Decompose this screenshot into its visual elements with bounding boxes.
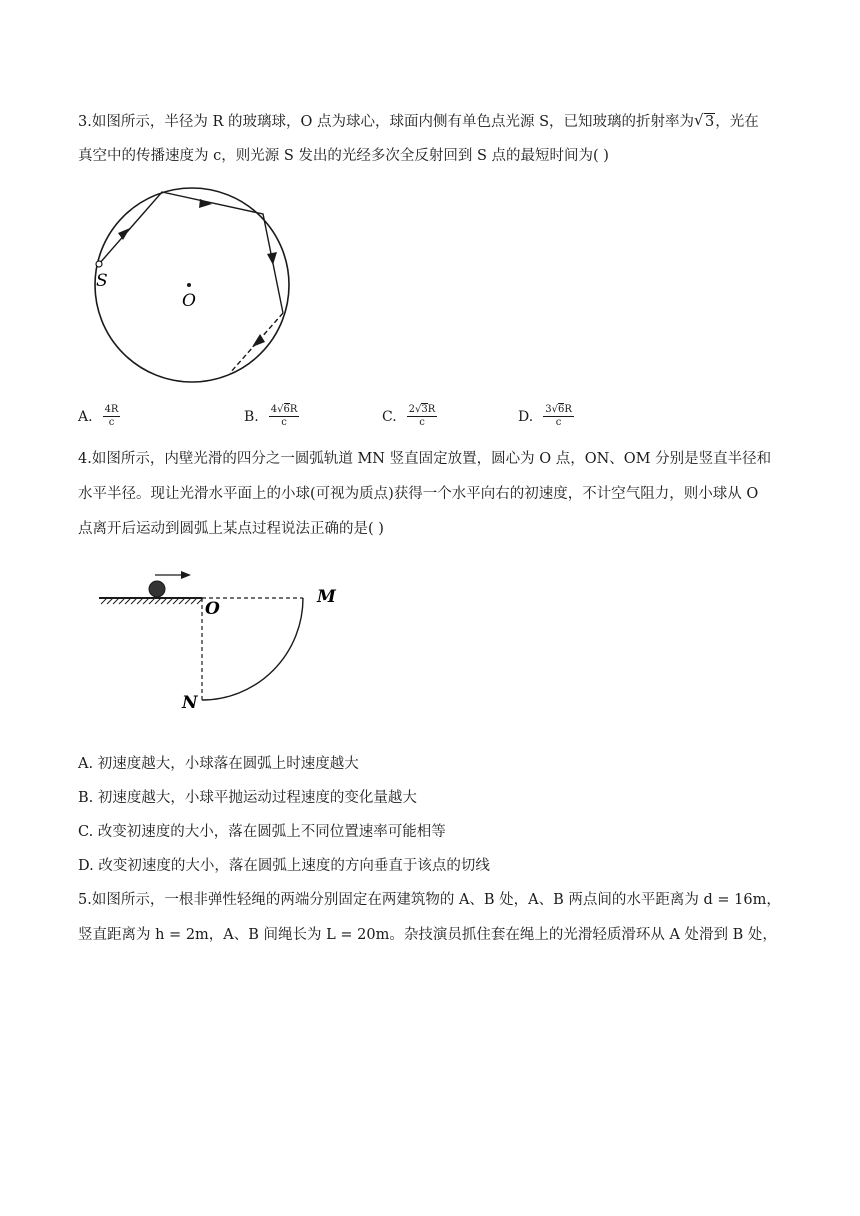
q3-text-a: 3.如图所示，半径为 R 的玻璃球，O 点为球心，球面内侧有单色点光源 S，已知玻璃的折射率为 xyxy=(78,114,695,130)
q4-line-3: 点离开后运动到圆弧上某点过程说法正确的是( ) xyxy=(78,521,384,537)
q4-line-1: 4.如图所示，内壁光滑的四分之一圆弧轨道 MN 竖直固定放置，圆心为 O 点，ON、OM 分别是竖直半径和 xyxy=(78,451,772,467)
q3-option-c-fraction: $\frac{2√3R}{c}$ xyxy=(408,404,436,428)
q4-option-a: A. 初速度越大，小球落在圆弧上时速度越大 xyxy=(78,756,359,772)
arrow-3-icon xyxy=(267,252,277,265)
q4-figure xyxy=(95,566,355,716)
q4-line-2: 水平半径。现让光滑水平面上的小球(可视为质点)获得一个水平向右的初速度，不计空气阻力，则小球从 O xyxy=(78,486,759,502)
q3-option-a-fraction: $\frac{4R}{c}$ xyxy=(104,404,119,428)
arrow-4-icon xyxy=(252,334,265,347)
label-O: O xyxy=(205,599,220,619)
q3-sqrt: √ 3 xyxy=(694,112,715,132)
q3-text-b: ，光在 xyxy=(715,114,759,130)
q3-option-d-fraction: $\frac{3√6R}{c}$ xyxy=(545,404,572,428)
q3-option-a: A. $\frac{4R}{c}$ xyxy=(78,404,119,428)
light-source-point xyxy=(96,261,102,267)
label-O: O xyxy=(182,291,196,311)
arrow-1-icon xyxy=(118,228,130,240)
q5-line-2: 竖直距离为 h = 2m，A、B 间绳长为 L = 20m。杂技演员抓住套在绳上的光滑轻质滑环从 A 处滑到 B 处， xyxy=(78,927,777,943)
q3-line-2: 真空中的传播速度为 c，则光源 S 发出的光经多次全反射回到 S 点的最短时间为( ) xyxy=(78,148,609,164)
center-point xyxy=(187,283,191,287)
q3-option-c: C. $\frac{2√3R}{c}$ xyxy=(382,404,436,428)
glass-sphere-circle xyxy=(95,188,289,382)
label-M: M xyxy=(317,587,336,607)
q3-option-b-fraction: $\frac{4√6R}{c}$ xyxy=(270,404,298,428)
ball xyxy=(149,581,165,597)
q3-figure xyxy=(80,180,320,390)
label-N: N xyxy=(182,693,198,713)
q3-line-1 xyxy=(78,112,759,132)
q3-option-b: B. $\frac{4√6R}{c}$ xyxy=(244,404,298,428)
arrow-2-icon xyxy=(199,199,212,208)
q5-line-1: 5.如图所示，一根非弹性轻绳的两端分别固定在两建筑物的 A、B 处，A、B 两点间的水平距离为 d = 16m， xyxy=(78,892,781,908)
q4-option-c: C. 改变初速度的大小，落在圆弧上不同位置速率可能相等 xyxy=(78,824,446,840)
label-S: S xyxy=(96,271,108,291)
q4-option-b: B. 初速度越大，小球平抛运动过程速度的变化量越大 xyxy=(78,790,417,806)
q4-option-d: D. 改变初速度的大小，落在圆弧上速度的方向垂直于该点的切线 xyxy=(78,858,490,874)
q3-option-d: D. $\frac{3√6R}{c}$ xyxy=(518,404,572,428)
velocity-arrowhead-icon xyxy=(181,571,191,579)
